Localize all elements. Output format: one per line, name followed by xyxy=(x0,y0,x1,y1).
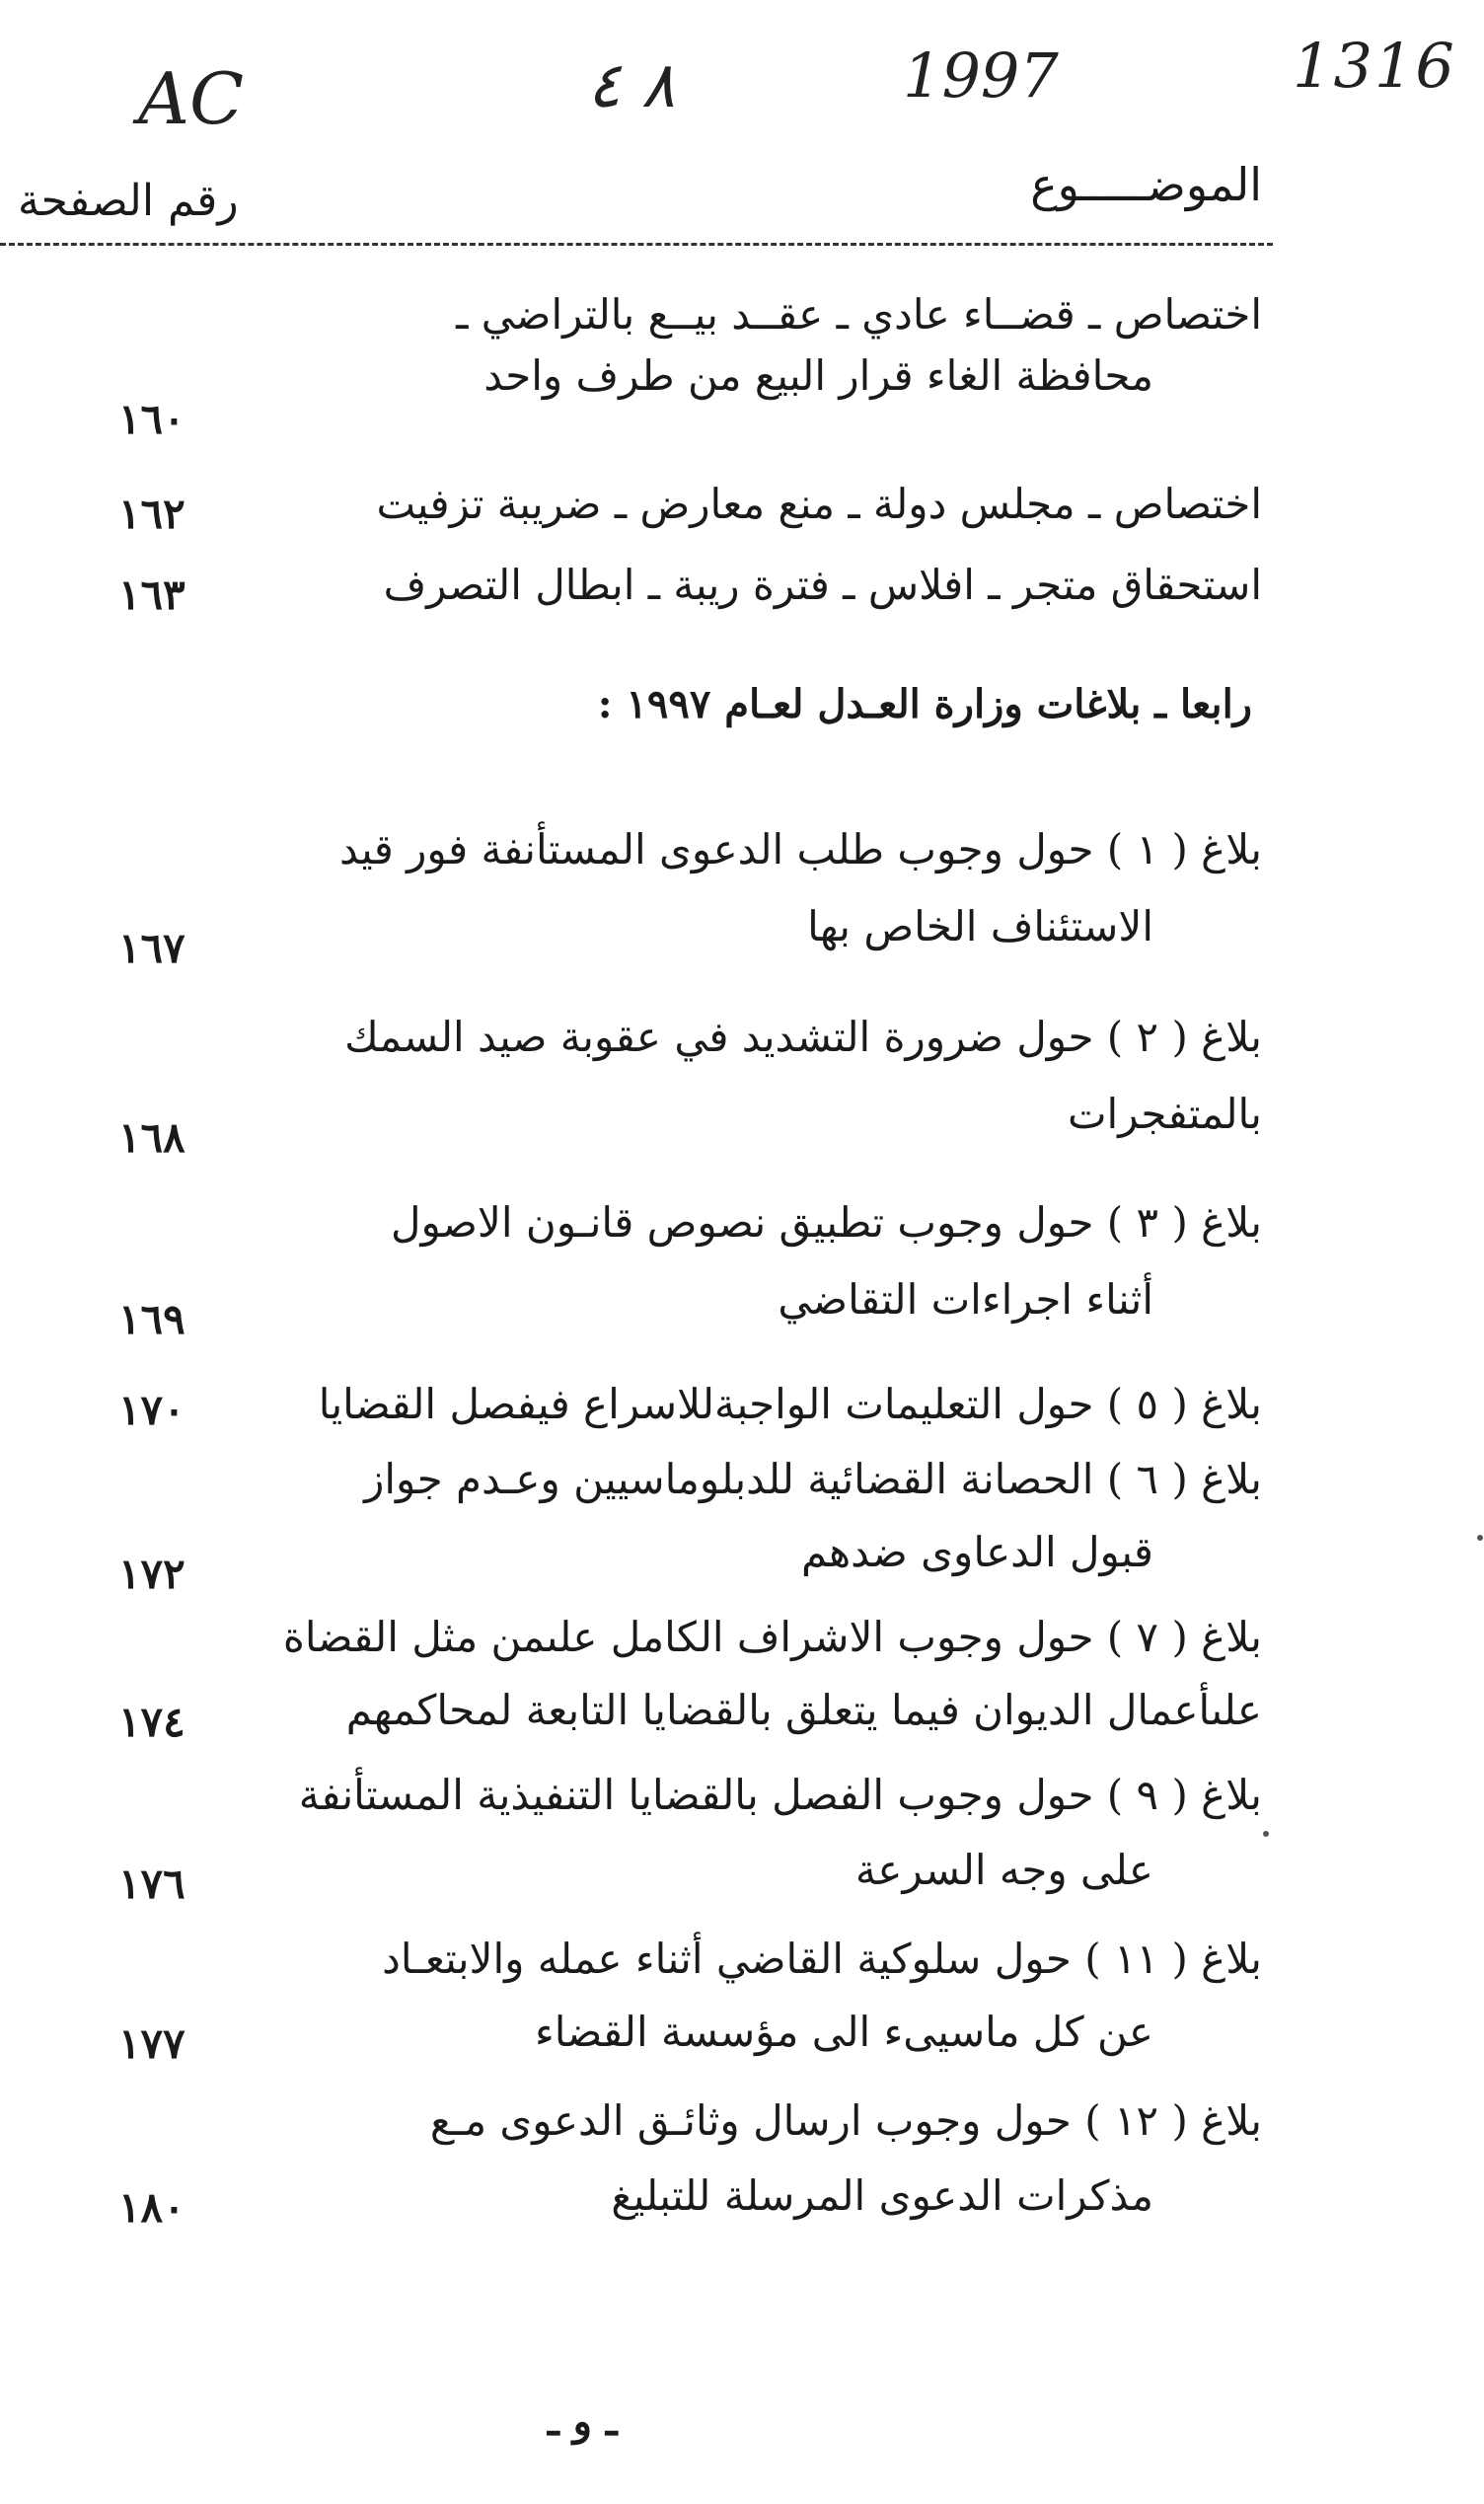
notice-text-line: بلاغ ( ٥ ) حول التعليمات الواجبةللاسراع فيفصل القضايا xyxy=(318,1380,1262,1428)
notice-text-continuation: عن كل ماسيىء الى مؤسسة القضاء xyxy=(534,2008,1153,2056)
header-page-number-label: رقم الصفحة xyxy=(18,176,239,226)
notice-text-line: بلاغ ( ٧ ) حول وجوب الاشراف الكامل علىمن مثل القضاة xyxy=(282,1613,1262,1661)
toc-entry xyxy=(456,290,1262,400)
entry-page-number: ١٦٣ xyxy=(118,570,186,619)
notice-text-continuation: قبول الدعاوى ضدهم xyxy=(801,1528,1153,1576)
handwritten-initials: AC xyxy=(138,57,245,140)
toc-entry xyxy=(383,561,1262,609)
header-divider xyxy=(0,243,1273,246)
notice-page-number: ١٧٧ xyxy=(118,2019,186,2068)
notice-entry xyxy=(344,1013,1262,1138)
footer-page-mark: ـ و ـ xyxy=(548,2398,618,2445)
notice-page-number: ١٧٤ xyxy=(118,1698,186,1746)
notice-page-number: ١٧٠ xyxy=(118,1386,186,1434)
notice-entry xyxy=(382,1935,1262,2056)
notice-page-number: ١٨٠ xyxy=(118,2183,186,2232)
notice-page-number: ١٦٨ xyxy=(118,1113,186,1162)
notice-text-continuation: بالمتفجرات xyxy=(1068,1090,1262,1138)
notice-entry xyxy=(429,2096,1262,2220)
notice-entry xyxy=(318,1380,1262,1428)
notice-page-number: ١٦٩ xyxy=(118,1295,186,1343)
entry-text-line: استحقاق متجر ـ افلاس ـ فترة ريبة ـ ابطال التصرف xyxy=(383,561,1262,609)
notice-text-line: بلاغ ( ٣ ) حول وجوب تطبيق نصوص قانـون الاصول xyxy=(391,1198,1262,1247)
notice-entry xyxy=(391,1198,1262,1324)
header-subject-label: الموضـــــوع xyxy=(1030,158,1262,211)
scan-speck xyxy=(1263,1831,1269,1837)
entry-text-continuation: محافظة الغاء قرار البيع من طرف واحد xyxy=(483,351,1153,400)
notice-text-line: بلاغ ( ١٢ ) حول وجوب ارسال وثائـق الدعوى مـع xyxy=(429,2096,1262,2145)
handwritten-archive-number: 1316 xyxy=(1293,30,1456,102)
notice-page-number: ١٧٢ xyxy=(118,1550,186,1598)
notice-text-line: بلاغ ( ١١ ) حول سلوكية القاضي أثناء عمله والابتعـاد xyxy=(382,1935,1262,1983)
handwritten-issue-number: ٨ ٤ xyxy=(587,49,676,122)
notice-page-number: ١٦٧ xyxy=(118,924,186,972)
notice-entry xyxy=(282,1613,1262,1734)
toc-entry xyxy=(376,480,1262,528)
notice-text-continuation: الاستئناف الخاص بها xyxy=(807,902,1153,950)
scan-speck xyxy=(1477,1535,1483,1541)
handwritten-year: 1997 xyxy=(903,39,1059,112)
notice-page-number: ١٧٦ xyxy=(118,1859,186,1908)
entry-text-line: اختصاص ـ قضــاء عادي ـ عقــد بيــع بالتراضي ـ xyxy=(456,290,1262,339)
notice-text-continuation: علىأعمال الديوان فيما يتعلق بالقضايا التابعة لمحاكمهم xyxy=(345,1686,1262,1734)
notice-text-line: بلاغ ( ٢ ) حول ضرورة التشديد في عقوبة صيد السمك xyxy=(344,1013,1262,1061)
notice-text-line: بلاغ ( ٦ ) الحصانة القضائية للدبلوماسيين وعـدم جواز xyxy=(364,1455,1262,1503)
notice-text-line: بلاغ ( ١ ) حول وجوب طلب الدعوى المستأنفة فور قيد xyxy=(338,825,1262,873)
entry-page-number: ١٦٠ xyxy=(118,395,186,443)
notice-text-continuation: أثناء اجراءات التقاضي xyxy=(778,1275,1153,1324)
section-heading: رابعا ـ بلاغات وزارة العـدل لعـام ١٩٩٧ : xyxy=(597,681,1252,727)
entry-page-number: ١٦٢ xyxy=(118,490,186,538)
notice-entry xyxy=(338,825,1262,950)
entry-text-line: اختصاص ـ مجلس دولة ـ منع معارض ـ ضريبة تزفيت xyxy=(376,480,1262,528)
notice-entry xyxy=(298,1771,1262,1894)
notice-entry xyxy=(364,1455,1262,1576)
notice-text-continuation: مذكرات الدعوى المرسلة للتبليغ xyxy=(611,2171,1153,2220)
notice-text-continuation: على وجه السرعة xyxy=(854,1846,1153,1894)
notice-text-line: بلاغ ( ٩ ) حول وجوب الفصل بالقضايا التنفيذية المستأنفة xyxy=(298,1771,1262,1819)
